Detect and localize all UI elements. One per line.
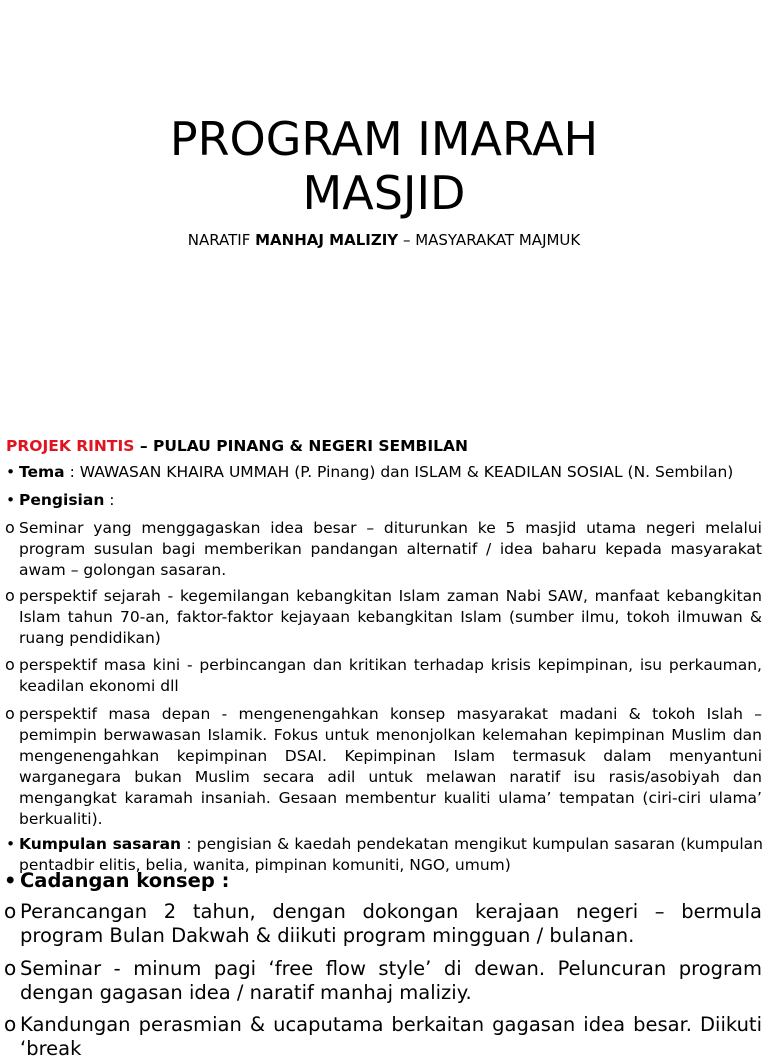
bullet-tema (6, 462, 733, 483)
circle-bullet-icon: o (5, 586, 15, 605)
circle-bullet-icon: o (5, 518, 15, 537)
bullet-dot-icon: • (4, 869, 17, 892)
cadangan-text: : (214, 869, 230, 892)
circle-bullet-icon: o (5, 655, 15, 674)
bullet-pengisian (6, 490, 115, 511)
list-item (5, 704, 762, 830)
title-line-1: PROGRAM IMARAH (169, 112, 599, 166)
cadangan-label: Cadangan konsep (20, 869, 215, 892)
list-item (5, 518, 762, 581)
subtitle (0, 230, 768, 250)
list-item-text: Seminar yang menggagaskan idea besar – diturunkan ke 5 masjid utama negeri melalui program susulan bagi memberikan pandangan alternatif / idea baharu kepada masyarakat awam – golongan sasaran. (19, 519, 762, 579)
heading-rest: – PULAU PINANG & NEGERI SEMBILAN (134, 437, 468, 455)
circle-bullet-icon: o (4, 899, 17, 923)
circle-bullet-icon: o (4, 1012, 17, 1036)
list-item-text: perspektif masa kini - perbincangan dan kritikan terhadap krisis kepimpinan, isu perkauman, keadilan ekonomi dll (19, 656, 762, 695)
page-title (0, 112, 768, 220)
section-heading (6, 436, 468, 457)
subtitle-suffix: – MASYARAKAT MAJMUK (398, 231, 581, 249)
list-item (4, 900, 762, 948)
list-item (4, 957, 762, 1005)
kumpulan-label: Kumpulan sasaran (19, 835, 182, 853)
circle-bullet-icon: o (4, 956, 17, 980)
list-item (5, 586, 762, 649)
bullet-cadangan-konsep (4, 869, 229, 893)
bullet-dot-icon: • (6, 835, 16, 853)
subtitle-prefix: NARATIF (187, 231, 256, 249)
list-item (5, 655, 762, 697)
list-item (4, 1013, 762, 1061)
content-slide-projek-rintis (0, 430, 768, 874)
list-item-text: Perancangan 2 tahun, dengan dokongan kerajaan negeri – bermula program Bulan Dakwah & diikuti program mingguan / bulanan. (20, 900, 762, 947)
kumpulan-body: : pengisian & kaedah pendekatan mengikut kumpulan sasaran (kumpulan pentadbir elitis, belia, wanita, pimpinan komuniti, NGO, umum) (19, 835, 763, 874)
list-item-text: Seminar - minum pagi ‘free flow style’ di dewan. Peluncuran program dengan gagasan idea / naratif manhaj maliziy. (20, 957, 762, 1004)
bullet-dot-icon: • (6, 491, 16, 509)
pengisian-text: : (104, 491, 115, 509)
list-item-text: Kandungan perasmian & ucaputama berkaitan gagasan idea besar. Diikuti ‘break (20, 1013, 762, 1060)
title-slide (0, 0, 768, 420)
content-slide-cadangan-konsep (0, 866, 768, 1060)
list-item-text: perspektif sejarah - kegemilangan kebangkitan Islam zaman Nabi SAW, manfaat kebangkitan Islam tahun 70-an, faktor-faktor kejayaan kebangkitan Islam (sumber ilmu, tokoh ilmuwan & ruang pendidikan) (19, 587, 762, 647)
tema-label: Tema (19, 463, 65, 481)
pengisian-label: Pengisian (19, 491, 105, 509)
title-line-2: MASJID (302, 166, 466, 220)
heading-highlight: PROJEK RINTIS (6, 437, 135, 455)
bullet-dot-icon: • (6, 463, 16, 481)
circle-bullet-icon: o (5, 704, 15, 723)
subtitle-bold: MANHAJ MALIZIY (255, 231, 399, 249)
list-item-text: perspektif masa depan - mengenengahkan konsep masyarakat madani & tokoh Islah – pemimpin berwawasan Islamik. Fokus untuk menonjolkan kelemahan kepimpinan Muslim dan mengenengahkan kepimpinan DSAI. Kepimpinan Islam termasuk dalam menyantuni warganegara bukan Muslim secara adil untuk melawan naratif isu rasis/asobiyah dan mengangkat karamah insaniah. Gesaan membentur kualiti ulama’ tempatan (ciri-ciri ulama’ berkualiti). (19, 705, 762, 828)
tema-text: : WAWASAN KHAIRA UMMAH (P. Pinang) dan ISLAM & KEADILAN SOSIAL (N. Sembilan) (64, 463, 734, 481)
